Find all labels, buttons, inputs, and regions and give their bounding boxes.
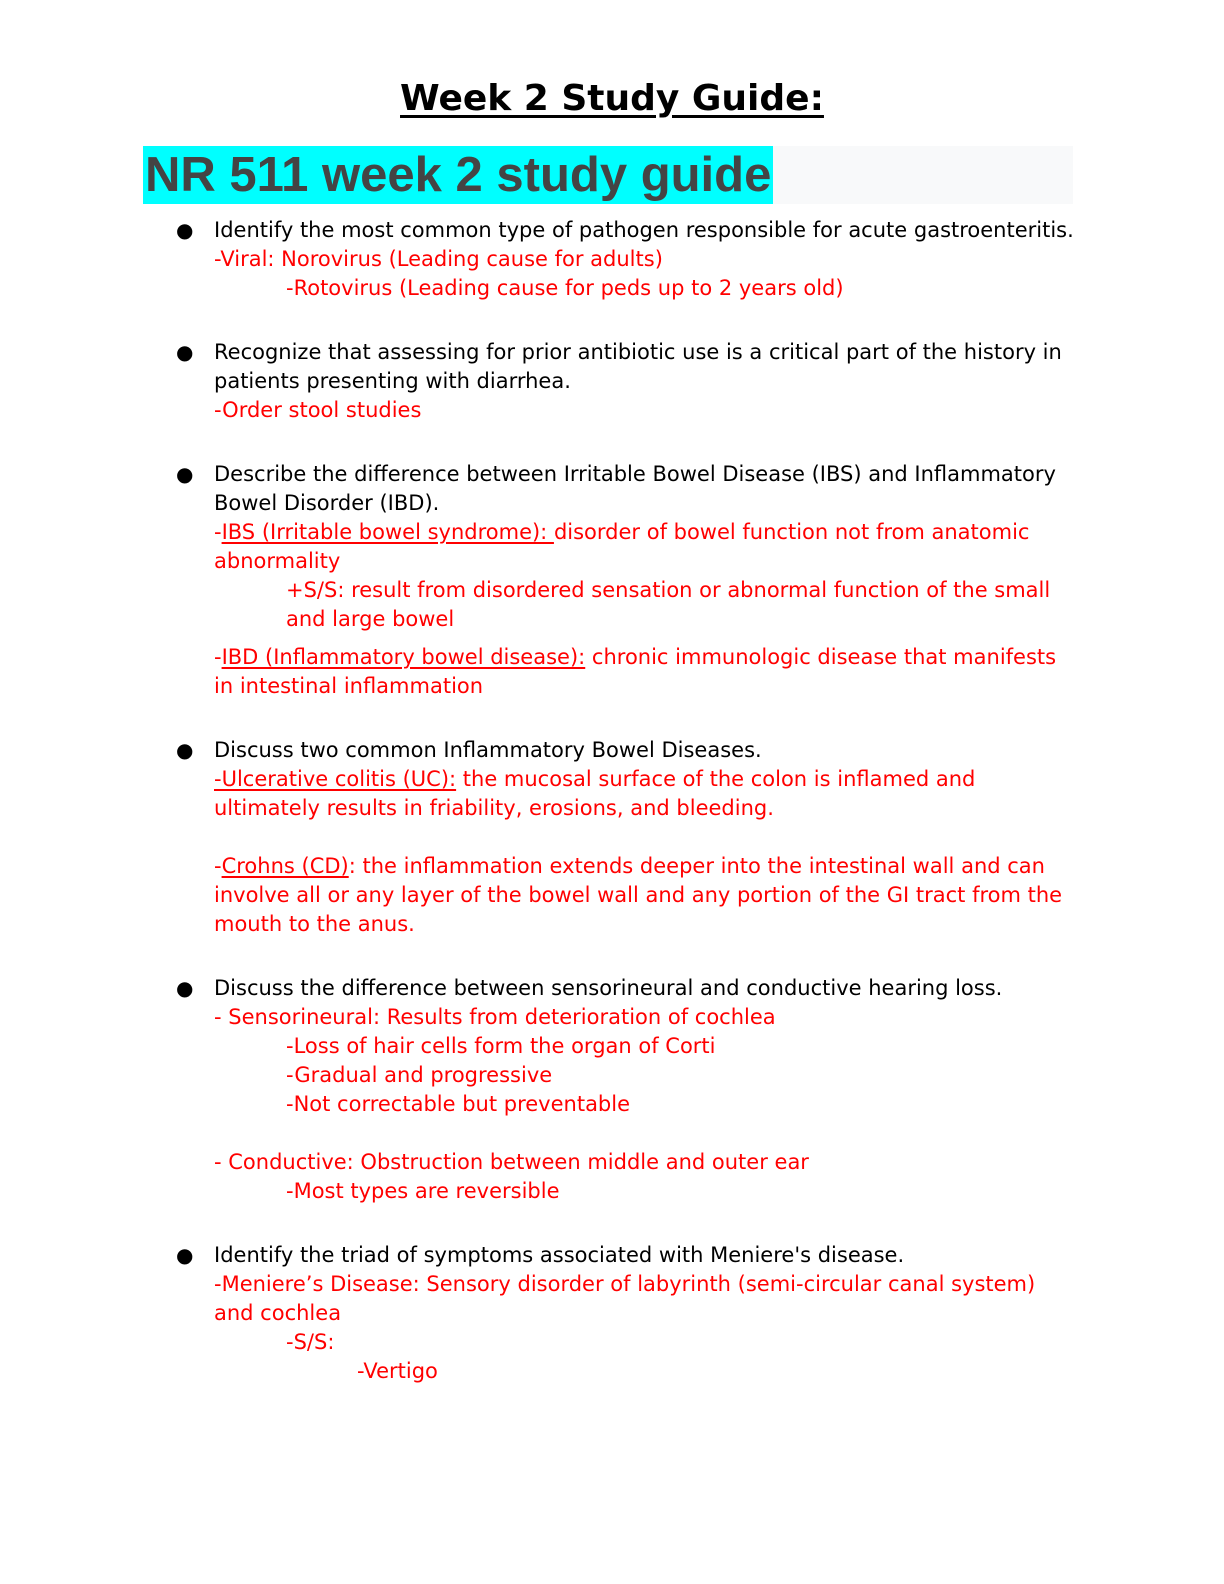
list-item-ibs-vs-ibd	[0, 460, 1224, 701]
ibd-definition	[214, 643, 1074, 701]
list-item-gastroenteritis	[0, 216, 1224, 303]
list-item-hearing-loss	[0, 974, 1224, 1206]
answer-line: -Order stool studies	[214, 398, 422, 422]
question-text: Discuss two common Inflammatory Bowel Diseases.	[214, 738, 762, 762]
subtitle: NR 511 week 2 study guide	[145, 148, 772, 202]
answer-line: -S/S:	[286, 1330, 335, 1354]
dash: -	[214, 520, 222, 544]
answer-line: -Viral: Norovirus (Leading cause for adults)	[214, 247, 663, 271]
ibs-term: IBS (Irritable bowel syndrome):	[221, 520, 554, 544]
bullet-icon: ●	[176, 218, 194, 242]
ibd-def: chronic immunologic disease that manifests in intestinal inflammation	[214, 645, 1063, 698]
answer-line: - Sensorineural: Results from deterioration of cochlea	[214, 1005, 776, 1029]
uc-def: the mucosal surface of the colon is inflamed and ultimately results in friability, erosions, and bleeding.	[214, 767, 983, 820]
answer-line: -Not correctable but preventable	[286, 1092, 631, 1116]
answer-line: -Vertigo	[357, 1359, 438, 1383]
dash: -	[214, 645, 222, 669]
question-text: Discuss the difference between sensorineural and conductive hearing loss.	[214, 976, 1003, 1000]
page-title: Week 2 Study Guide:	[400, 78, 824, 119]
ibs-definition	[214, 518, 1074, 576]
ibs-def: disorder of bowel function not from anatomic abnormality	[214, 520, 1037, 573]
cd-term: Crohns (CD)	[221, 854, 349, 878]
answer-line: -Gradual and progressive	[286, 1063, 553, 1087]
bullet-icon: ●	[176, 738, 194, 762]
cd-definition	[214, 852, 1074, 939]
bullet-icon: ●	[176, 340, 194, 364]
bullet-icon: ●	[176, 976, 194, 1000]
answer-line: -Loss of hair cells form the organ of Corti	[286, 1034, 716, 1058]
cd-def: : the inflammation extends deeper into the intestinal wall and can involve all or any layer of the bowel wall and any portion of the GI tract from the mouth to the anus.	[214, 854, 1069, 936]
answer-line: -Rotovirus (Leading cause for peds up to 2 years old)	[286, 276, 844, 300]
bullet-icon: ●	[176, 1243, 194, 1267]
answer-line: -Meniere’s Disease: Sensory disorder of labyrinth (semi-circular canal system) and cochlea	[214, 1272, 1042, 1325]
question-text: Describe the difference between Irritable Bowel Disease (IBS) and Inflammatory Bowel Disorder (IBD).	[214, 462, 1056, 515]
question-text: Recognize that assessing for prior antibiotic use is a critical part of the history in patients presenting with diarrhea.	[214, 340, 1062, 393]
answer-line: - Conductive: Obstruction between middle and outer ear	[214, 1150, 809, 1174]
dash: -	[214, 854, 222, 878]
answer-line: -Most types are reversible	[286, 1179, 560, 1203]
ibd-term: IBD (Inflammatory bowel disease):	[221, 645, 586, 669]
bullet-icon: ●	[176, 462, 194, 486]
question-text: Identify the triad of symptoms associated with Meniere's disease.	[214, 1243, 905, 1267]
list-item-ibd-types	[0, 736, 1224, 939]
list-item-menieres	[0, 1241, 1224, 1386]
question-text: Identify the most common type of pathogen responsible for acute gastroenteritis.	[214, 218, 1074, 242]
uc-definition	[214, 765, 1074, 823]
study-guide-list	[0, 216, 1224, 1386]
ibs-symptoms: +S/S: result from disordered sensation or abnormal function of the small and large bowel	[286, 578, 1057, 631]
uc-term: -Ulcerative colitis (UC):	[214, 767, 457, 791]
list-item-antibiotic-history	[0, 338, 1224, 425]
